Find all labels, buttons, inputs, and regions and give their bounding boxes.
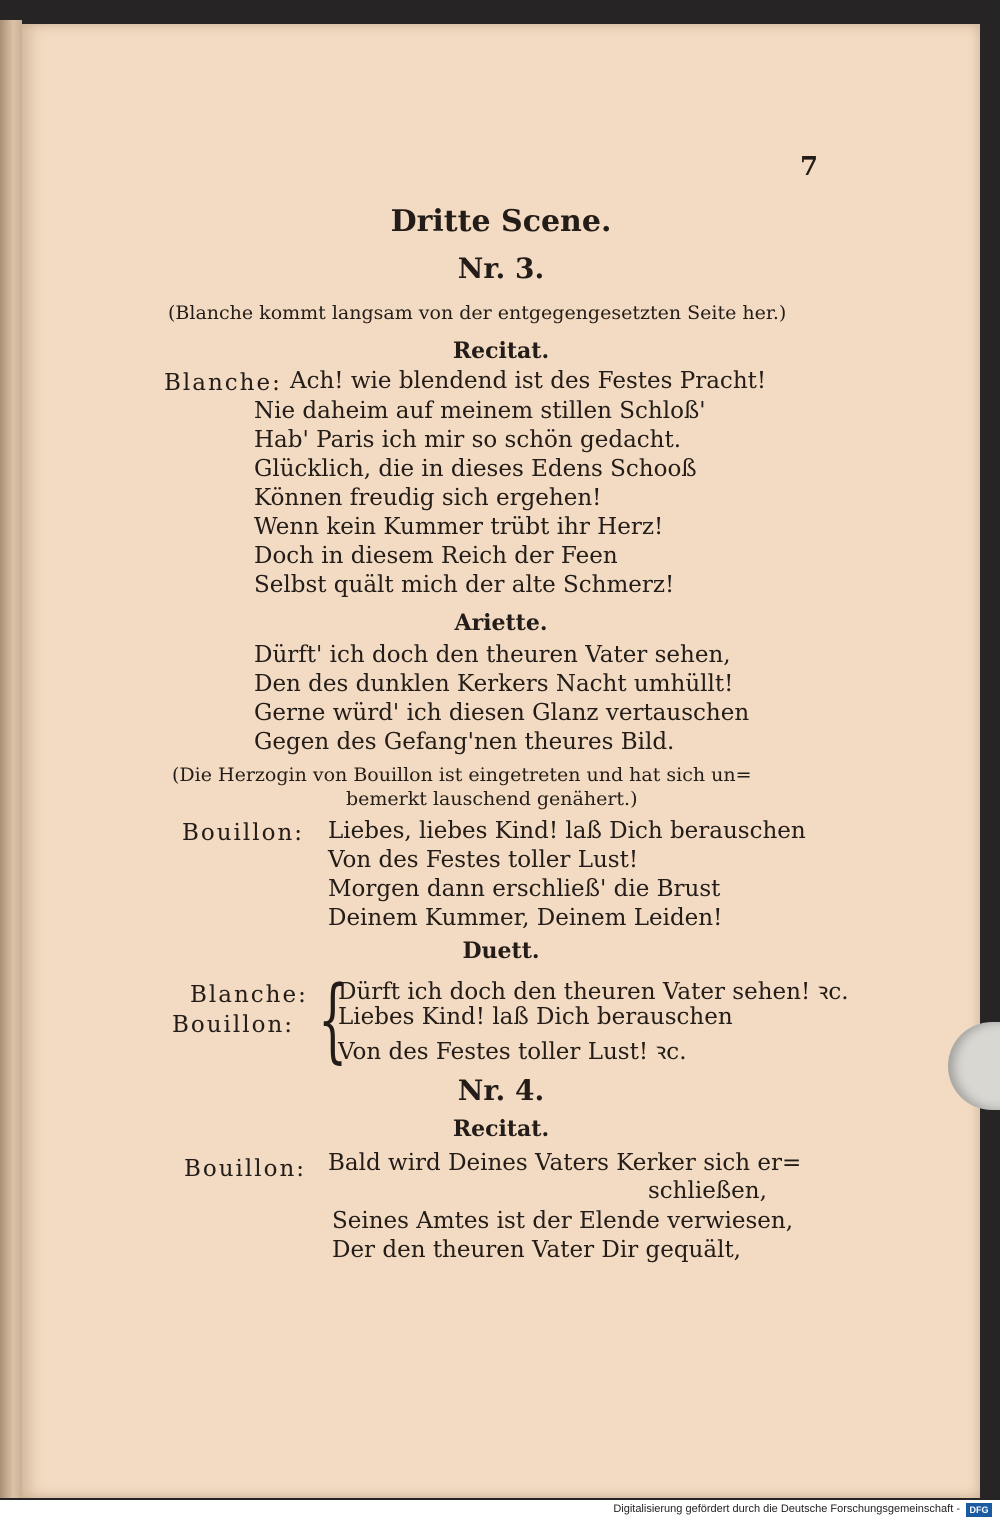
speaker-bouillon: Bouillon: [172,1012,295,1038]
verse-line: Von des Festes toller Lust! [328,847,639,873]
verse-line: Ach! wie blendend ist des Festes Pracht! [290,368,767,394]
verse-line: Nie daheim auf meinem stillen Schloß' [254,398,706,424]
scene-title: Dritte Scene. [390,204,612,239]
verse-line: Von des Festes toller Lust! ꝛc. [338,1039,687,1065]
verse-line: Deinem Kummer, Deinem Leiden! [328,905,723,931]
verse-line: Seines Amtes ist der Elende verwiesen, [332,1208,794,1234]
verse-line: Doch in diesem Reich der Feen [254,543,618,569]
verse-line: Morgen dann erschließ' die Brust [328,876,721,902]
verse-line: Glücklich, die in dieses Edens Schooß [254,456,697,482]
ariette-heading: Ariette. [454,610,548,636]
dfg-logo: DFG [966,1503,992,1517]
verse-line: Gerne würd' ich diesen Glanz vertauschen [254,700,750,726]
verse-line: Liebes, liebes Kind! laß Dich berauschen [328,818,806,844]
duett-heading: Duett. [462,938,540,964]
recitat-heading-1: Recitat. [452,338,550,364]
verse-line: Liebes Kind! laß Dich berauschen [338,1004,733,1030]
verse-line: Bald wird Deines Vaters Kerker sich er= [328,1150,802,1176]
verse-line: Dürft ich doch den theuren Vater sehen! ꝛc. [338,979,849,1005]
speaker-bouillon: Bouillon: [184,1156,307,1182]
verse-line: Gegen des Gefang'nen theures Bild. [254,729,675,755]
verse-line: Wenn kein Kummer trübt ihr Herz! [254,514,664,540]
page-number: 7 [800,152,819,182]
speaker-blanche: Blanche: [164,370,282,396]
stage-direction-1: (Blanche kommt langsam von der entgegengesetzten Seite her.) [168,302,787,324]
book-page [22,24,980,1498]
speaker-blanche: Blanche: [190,982,308,1008]
verse-line: Selbst quält mich der alte Schmerz! [254,572,675,598]
verse-line: Der den theuren Vater Dir gequält, [332,1237,741,1263]
stage-direction-2: (Die Herzogin von Bouillon ist eingetreten und hat sich un= [172,764,752,786]
verse-line: Können freudig sich ergehen! [254,485,602,511]
number-heading-4: Nr. 4. [457,1074,545,1107]
verse-line: schließen, [648,1178,767,1204]
verse-line: Hab' Paris ich mir so schön gedacht. [254,427,682,453]
funding-note: Digitalisierung gefördert durch die Deutsche Forschungsgemeinschaft - [613,1503,960,1515]
book-binding-edge [0,20,22,1498]
footer-bar [0,1500,1000,1521]
brace: { [318,966,348,1073]
stage-direction-2-cont: bemerkt lauschend genähert.) [346,788,638,810]
number-heading-3: Nr. 3. [457,252,545,285]
speaker-bouillon: Bouillon: [182,820,305,846]
recitat-heading-2: Recitat. [452,1116,550,1142]
verse-line: Dürft' ich doch den theuren Vater sehen, [254,642,731,668]
verse-line: Den des dunklen Kerkers Nacht umhüllt! [254,671,734,697]
